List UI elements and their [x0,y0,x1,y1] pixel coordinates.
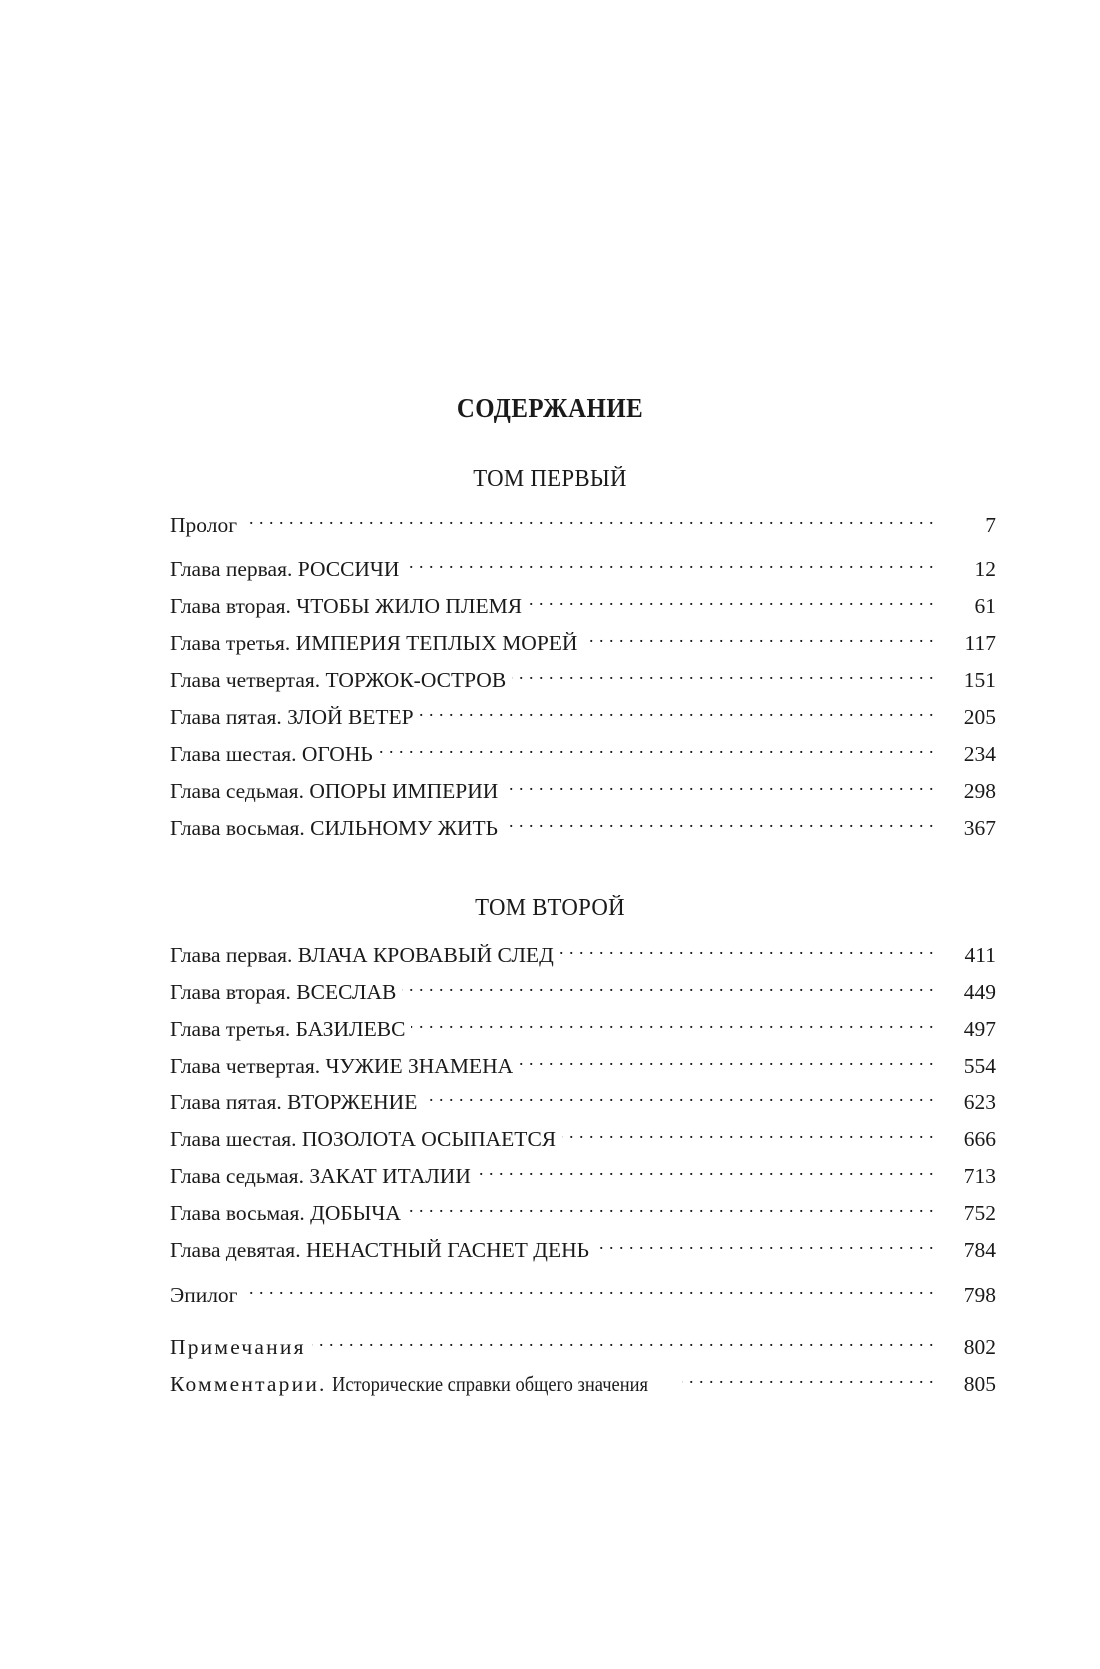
entry-label-rest: Исторические справки общего значения [331,1371,648,1396]
dot-leader [477,1159,934,1183]
toc-entry[interactable] [170,975,996,1005]
volume-1-title: ТОМ ПЕРВЫЙ [473,466,627,492]
entry-label: Глава девятая. НЕНАСТНЫЙ ГАСНЕТ ДЕНЬ [170,1237,589,1262]
entry-page: 802 [963,1334,996,1359]
entry-page: 151 [963,667,996,692]
entry-label: Глава третья. БАЗИЛЕВС [170,1016,406,1041]
toc-entry[interactable] [170,508,996,538]
toc-entry[interactable] [170,1012,996,1042]
toc-entry[interactable] [170,1159,996,1189]
dot-leader [411,1012,934,1036]
entry-page: 554 [963,1053,996,1078]
entry-page: 117 [964,630,996,655]
dot-leader [243,508,934,532]
dot-leader [528,589,934,613]
toc-entry[interactable] [170,774,996,804]
entry-label: Глава первая. ВЛАЧА КРОВАВЫЙ СЛЕД [170,942,554,967]
entry-label: Глава восьмая. СИЛЬНОМУ ЖИТЬ [170,815,498,840]
entry-page: 805 [963,1371,996,1396]
entry-label: Глава пятая. ВТОРЖЕНИЕ [170,1089,418,1114]
entry-label-group [170,1372,682,1397]
entry-label: Глава четвертая. ЧУЖИЕ ЗНАМЕНА [170,1053,514,1078]
entry-page: 449 [963,979,996,1004]
entry-label: Глава восьмая. ДОБЫЧА [170,1200,401,1225]
toc-entry[interactable] [170,938,996,968]
toc-entry-comments[interactable] [170,1367,996,1397]
volume-2-title: ТОМ ВТОРОЙ [475,895,625,921]
dot-leader [682,1367,934,1391]
dot-leader [405,552,934,576]
dot-leader [312,1330,934,1354]
toc-entry[interactable] [170,700,996,730]
entry-label: Глава пятая. ЗЛОЙ ВЕТЕР [170,704,414,729]
entry-label: Эпилог [170,1282,238,1307]
entry-label: Глава седьмая. ЗАКАТ ИТАЛИИ [170,1163,471,1188]
entry-page: 784 [963,1237,996,1262]
entry-label: Глава вторая. ВСЕСЛАВ [170,979,397,1004]
entry-label: Комментарии. [170,1371,327,1396]
toc-entry-epilogue[interactable] [170,1278,996,1308]
entry-page: 666 [963,1126,996,1151]
entry-page: 7 [985,512,996,537]
entry-page: 713 [963,1163,996,1188]
toc-entry[interactable] [170,626,996,656]
toc-entry[interactable] [170,663,996,693]
dot-leader [244,1278,934,1302]
entry-label: Пролог [170,512,238,537]
entry-page: 234 [963,741,996,766]
entry-label: Глава третья. ИМПЕРИЯ ТЕПЛЫХ МОРЕЙ [170,630,578,655]
dot-leader [583,626,934,650]
entry-page: 752 [963,1200,996,1225]
entry-page: 367 [963,815,996,840]
toc-entry[interactable] [170,1233,996,1263]
entry-label: Глава первая. РОССИЧИ [170,556,400,581]
toc-entry[interactable] [170,1122,996,1152]
entry-label: Глава вторая. ЧТОБЫ ЖИЛО ПЛЕМЯ [170,593,523,618]
toc-entry[interactable] [170,552,996,582]
toc-entry[interactable] [170,737,996,767]
dot-leader [519,1049,934,1073]
dot-leader [504,811,934,835]
page-title: СОДЕРЖАНИЕ [456,393,644,423]
toc-entry[interactable] [170,1049,996,1079]
entry-page: 12 [974,556,996,581]
dot-leader [407,1196,934,1220]
dot-leader [402,975,934,999]
entry-label: Глава шестая. ПОЗОЛОТА ОСЫПАЕТСЯ [170,1126,557,1151]
dot-leader [512,663,934,687]
dot-leader [504,774,934,798]
toc-entry[interactable] [170,811,996,841]
entry-page: 205 [963,704,996,729]
toc-entry[interactable] [170,589,996,619]
entry-page: 298 [963,778,996,803]
toc-entry-notes[interactable] [170,1330,996,1360]
entry-label: Примечания [170,1334,306,1359]
entry-page: 497 [963,1016,996,1041]
entry-page: 798 [963,1282,996,1307]
dot-leader [595,1233,934,1257]
entry-page: 61 [974,593,996,618]
entry-page: 411 [964,942,996,967]
dot-leader [562,1122,934,1146]
entry-page: 623 [963,1089,996,1114]
toc-entry[interactable] [170,1196,996,1226]
entry-label: Глава седьмая. ОПОРЫ ИМПЕРИИ [170,778,499,803]
dot-leader [560,938,934,962]
entry-label: Глава шестая. ОГОНЬ [170,741,373,766]
dot-leader [379,737,934,761]
entry-label: Глава четвертая. ТОРЖОК-ОСТРОВ [170,667,507,692]
toc-entry[interactable] [170,1085,996,1115]
dot-leader [420,700,934,724]
dot-leader [423,1085,934,1109]
